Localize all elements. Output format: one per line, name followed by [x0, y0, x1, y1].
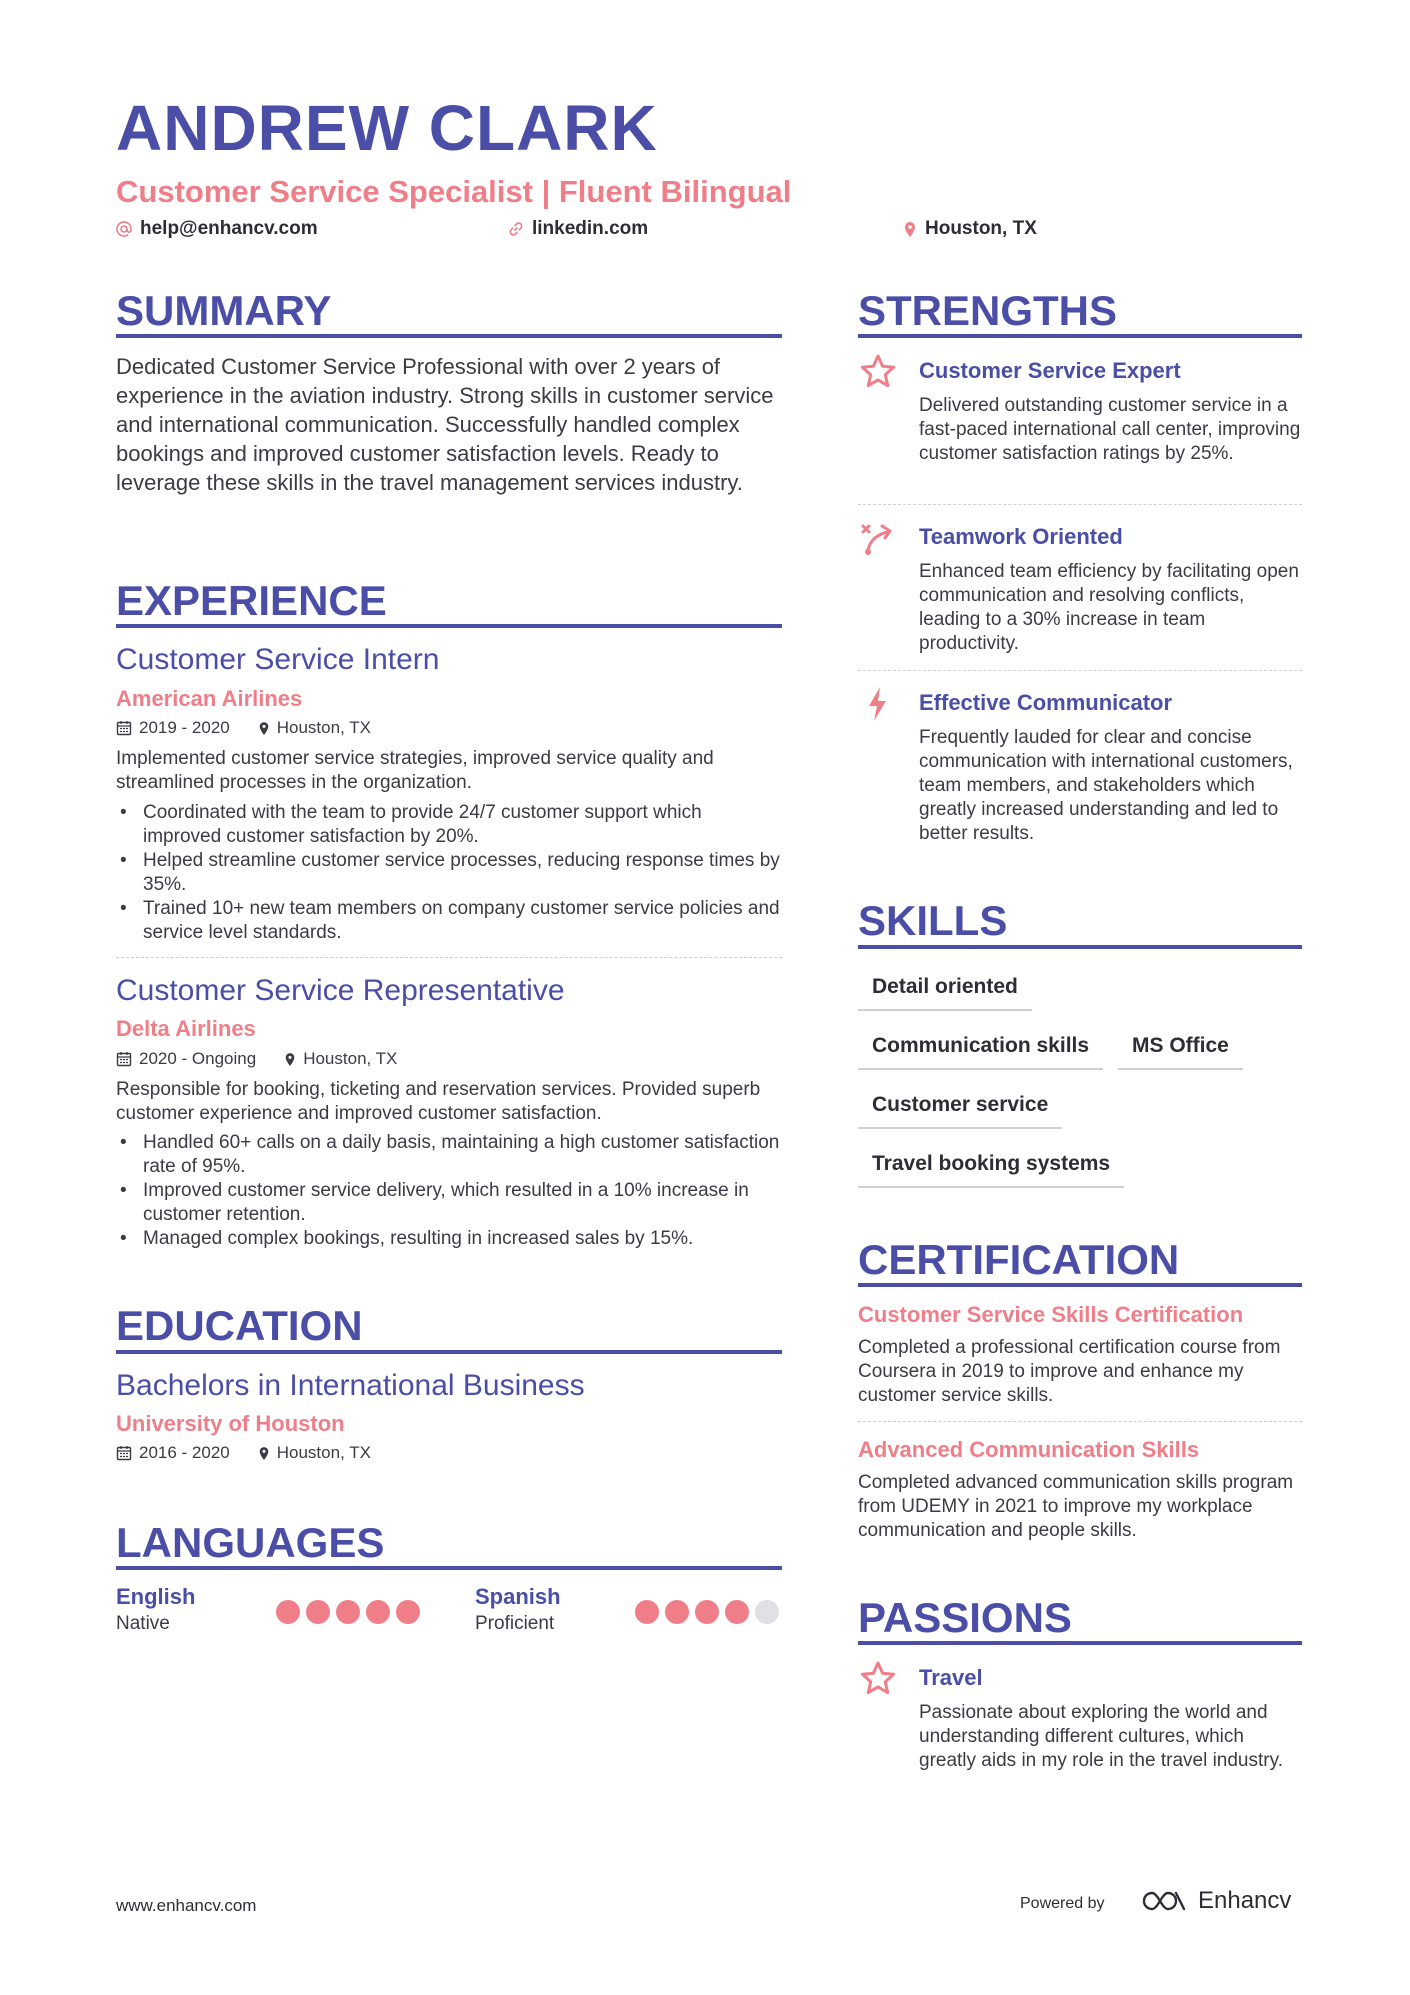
job-title: Customer Service Representative: [116, 974, 565, 1007]
passions-rule: [858, 1641, 1302, 1645]
language-name: Spanish: [475, 1584, 561, 1609]
job-dates: 2019 - 2020: [139, 718, 230, 737]
location-pin-icon: [258, 721, 270, 736]
languages-heading: LANGUAGES: [116, 1519, 385, 1566]
strength-title: Customer Service Expert: [919, 358, 1181, 383]
strength-description: Delivered outstanding customer service in a fast-paced international call center, improving customer satisfaction ratings by 25%.: [919, 395, 1301, 464]
star-icon: [858, 352, 898, 392]
education-location: Houston, TX: [276, 1443, 371, 1462]
contact-email[interactable]: [116, 218, 318, 240]
language-level: Native: [116, 1613, 170, 1634]
email-text: help@enhancv.com: [140, 218, 318, 239]
certification-description: Completed a professional certification course from Coursera in 2019 to improve and enhance my customer service skills.: [858, 1337, 1281, 1406]
job-location: Houston, TX: [276, 718, 371, 737]
language-rating: [276, 1600, 420, 1624]
summary-rule: [116, 334, 782, 338]
experience-rule: [116, 624, 782, 628]
footer-website[interactable]: www.enhancv.com: [116, 1896, 257, 1915]
job-divider: [116, 957, 782, 958]
passions-heading: PASSIONS: [858, 1594, 1072, 1641]
rating-dot-filled: [276, 1600, 300, 1624]
language-rating: [635, 1600, 779, 1624]
job-description: Responsible for booking, ticketing and reservation services. Provided superb customer experience and improved customer satisfaction.: [116, 1079, 761, 1124]
calendar-icon: [116, 1445, 132, 1461]
website-text: linkedin.com: [532, 218, 649, 239]
location-pin-icon: [284, 1052, 296, 1067]
star-icon: [858, 1659, 898, 1699]
job-bullet: • Helped streamline customer service processes, reducing response times by 35%.: [116, 849, 782, 897]
job-bullet: • Managed complex bookings, resulting in increased sales by 15%.: [116, 1227, 782, 1251]
strength-divider: [858, 504, 1302, 505]
rating-dot-filled: [396, 1600, 420, 1624]
strength-description: Enhanced team efficiency by facilitating open communication and resolving conflicts, leading to a 30% increase in team productivity.: [919, 561, 1299, 654]
job-company: American Airlines: [116, 686, 303, 711]
skills-heading: SKILLS: [858, 897, 1008, 944]
skill-tag: Travel booking systems: [858, 1149, 1124, 1188]
rating-dot-filled: [336, 1600, 360, 1624]
education-dates: 2016 - 2020: [139, 1443, 230, 1462]
strength-title: Teamwork Oriented: [919, 524, 1123, 549]
job-meta: [116, 718, 399, 738]
rating-dot-empty: [755, 1600, 779, 1624]
rating-dot-filled: [725, 1600, 749, 1624]
rating-dot-filled: [635, 1600, 659, 1624]
summary-heading: SUMMARY: [116, 287, 332, 334]
skill-tag: Communication skills: [858, 1031, 1103, 1070]
contact-location: [903, 218, 1037, 240]
job-dates: 2020 - Ongoing: [139, 1049, 257, 1068]
strength-description: Frequently lauded for clear and concise communication with international customers, team members, and stakeholders which greatly increased understanding and led to better results.: [919, 727, 1293, 844]
job-bullet: • Trained 10+ new team members on company customer service policies and service level standards.: [116, 897, 782, 945]
contact-website[interactable]: [508, 218, 648, 240]
certification-rule: [858, 1283, 1302, 1287]
at-icon: [116, 221, 132, 237]
experience-heading: EXPERIENCE: [116, 577, 387, 624]
job-bullets: [116, 1131, 782, 1251]
brand-name: Enhancv: [1198, 1887, 1292, 1914]
strengths-heading: STRENGTHS: [858, 287, 1118, 334]
passion-description: Passionate about exploring the world and understanding different cultures, which greatly aids in my role in the travel industry.: [919, 1702, 1283, 1771]
rating-dot-filled: [665, 1600, 689, 1624]
certification-title: Customer Service Skills Certification: [858, 1302, 1244, 1327]
languages-rule: [116, 1566, 782, 1570]
strength-title: Effective Communicator: [919, 690, 1173, 715]
job-title: Customer Service Intern: [116, 643, 440, 676]
calendar-icon: [116, 1051, 132, 1067]
footer-brand[interactable]: [1140, 1887, 1291, 1915]
certification-divider: [858, 1421, 1302, 1422]
skill-tag: Detail oriented: [858, 972, 1032, 1011]
candidate-tagline: Customer Service Specialist | Fluent Bilingual: [116, 174, 792, 209]
strength-divider: [858, 670, 1302, 671]
skills-rule: [858, 945, 1302, 949]
degree-title: Bachelors in International Business: [116, 1369, 585, 1402]
rating-dot-filled: [695, 1600, 719, 1624]
rating-dot-filled: [306, 1600, 330, 1624]
skill-tag: Customer service: [858, 1090, 1062, 1129]
education-meta: [116, 1443, 399, 1463]
rating-dot-filled: [366, 1600, 390, 1624]
school-name: University of Houston: [116, 1411, 345, 1436]
job-bullet: • Coordinated with the team to provide 24/7 customer support which improved customer satisfaction by 20%.: [116, 801, 782, 849]
location-pin-icon: [258, 1446, 270, 1461]
certification-description: Completed advanced communication skills program from UDEMY in 2021 to improve my workplace communication and people skills.: [858, 1472, 1294, 1541]
location-pin-icon: [903, 221, 917, 238]
summary-text: Dedicated Customer Service Professional with over 2 years of experience in the aviation industry. Strong skills in customer service and international communication. Successfully handled complex bookings and improved customer satisfaction levels. Ready to leverage these skills in the travel management services industry.: [116, 354, 774, 495]
certification-heading: CERTIFICATION: [858, 1236, 1180, 1283]
link-icon: [508, 221, 524, 237]
education-rule: [116, 1350, 782, 1354]
job-bullet: • Handled 60+ calls on a daily basis, maintaining a high customer satisfaction rate of 95%.: [116, 1131, 782, 1179]
education-heading: EDUCATION: [116, 1302, 363, 1349]
language-level: Proficient: [475, 1613, 555, 1634]
footer-powered-by: Powered by: [1020, 1895, 1105, 1912]
candidate-name: ANDREW CLARK: [116, 92, 658, 164]
certification-title: Advanced Communication Skills: [858, 1437, 1200, 1462]
strategy-icon: [858, 518, 898, 558]
job-company: Delta Airlines: [116, 1016, 256, 1041]
location-text: Houston, TX: [925, 218, 1037, 239]
job-location: Houston, TX: [303, 1049, 398, 1068]
calendar-icon: [116, 720, 132, 736]
skill-tag: MS Office: [1118, 1031, 1243, 1070]
job-bullet: • Improved customer service delivery, which resulted in a 10% increase in customer retention.: [116, 1179, 782, 1227]
job-bullets: [116, 801, 782, 945]
job-description: Implemented customer service strategies, improved service quality and streamlined processes in the organization.: [116, 748, 714, 793]
language-name: English: [116, 1584, 196, 1609]
lightning-icon: [858, 684, 898, 724]
strengths-rule: [858, 334, 1302, 338]
job-meta: [116, 1049, 425, 1069]
passion-title: Travel: [919, 1665, 983, 1690]
enhancv-logo-icon: [1140, 1889, 1188, 1913]
